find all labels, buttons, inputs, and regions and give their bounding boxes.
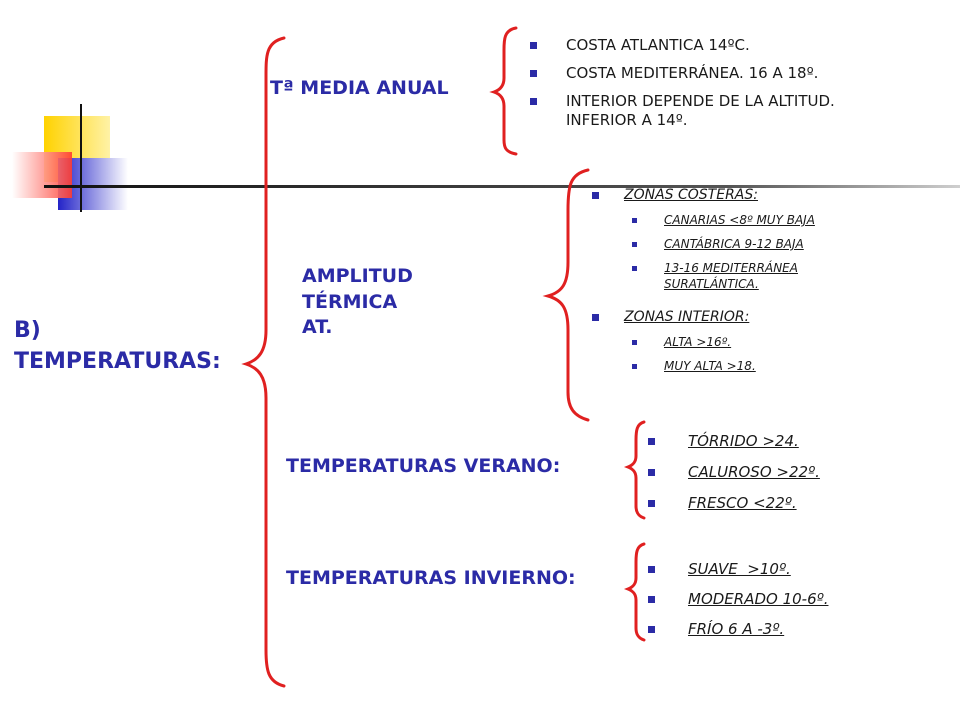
bullet-icon [592,314,599,321]
list-item: SUAVE >10º. [648,560,928,579]
red-square [12,152,72,198]
bullet-icon [648,500,655,507]
bullet-icon [530,70,537,77]
bullet-icon [648,438,655,445]
list-item: FRESCO <22º. [648,494,928,513]
bullet-icon [632,242,637,247]
list-item: 13-16 MEDITERRÁNEA SURATLÁNTICA. [592,260,932,292]
list-item-costeras: ZONAS COSTERAS: [592,186,932,204]
bullet-icon [592,192,599,199]
invierno-heading: TEMPERATURAS INVIERNO: [286,567,576,589]
list-item: CANARIAS <8º MUY BAJA [592,212,932,228]
list-item: CANTÁBRICA 9-12 BAJA [592,236,932,252]
bullet-icon [632,266,637,271]
amplitud-list [592,186,932,374]
media-anual-list [530,36,910,139]
media-anual-heading: Tª MEDIA ANUAL [270,77,449,99]
bullet-icon [648,469,655,476]
invierno-list [648,560,928,639]
bullet-icon [648,566,655,573]
list-item: MODERADO 10-6º. [648,590,928,609]
amplitud-heading [302,264,413,341]
main-title-line2: TEMPERATURAS: [14,348,221,374]
list-item: CALUROSO >22º. [648,463,928,482]
list-item-interior: ZONAS INTERIOR: [592,308,932,326]
bullet-icon [530,98,537,105]
list-item: ALTA >16º. [592,334,932,350]
bullet-icon [648,596,655,603]
verano-list [648,432,928,513]
amplitud-heading-line1: AMPLITUD [302,265,413,287]
list-item: MUY ALTA >18. [592,358,932,374]
bullet-icon [632,364,637,369]
verano-brace [628,422,644,518]
bullet-icon [648,626,655,633]
amplitud-heading-line3: AT. [302,316,333,339]
bullet-icon [632,340,637,345]
amplitud-brace [548,170,588,420]
list-item: TÓRRIDO >24. [648,432,928,451]
verano-heading: TEMPERATURAS VERANO: [286,455,561,477]
list-item: COSTA ATLANTICA 14ºC. [530,36,910,55]
list-item: FRÍO 6 A -3º. [648,620,928,639]
bullet-icon [530,42,537,49]
invierno-brace [628,544,644,640]
main-title [14,316,221,378]
list-item: INTERIOR DEPENDE DE LA ALTITUD. INFERIOR A 14º. [530,92,910,130]
main-brace [246,38,284,686]
list-item: COSTA MEDITERRÁNEA. 16 A 18º. [530,64,910,83]
corner-squares-logo [12,104,128,212]
amplitud-heading-line2: TÉRMICA [302,290,398,313]
bullet-icon [632,218,637,223]
media-anual-brace [494,28,516,154]
main-title-line1: B) [14,318,41,343]
